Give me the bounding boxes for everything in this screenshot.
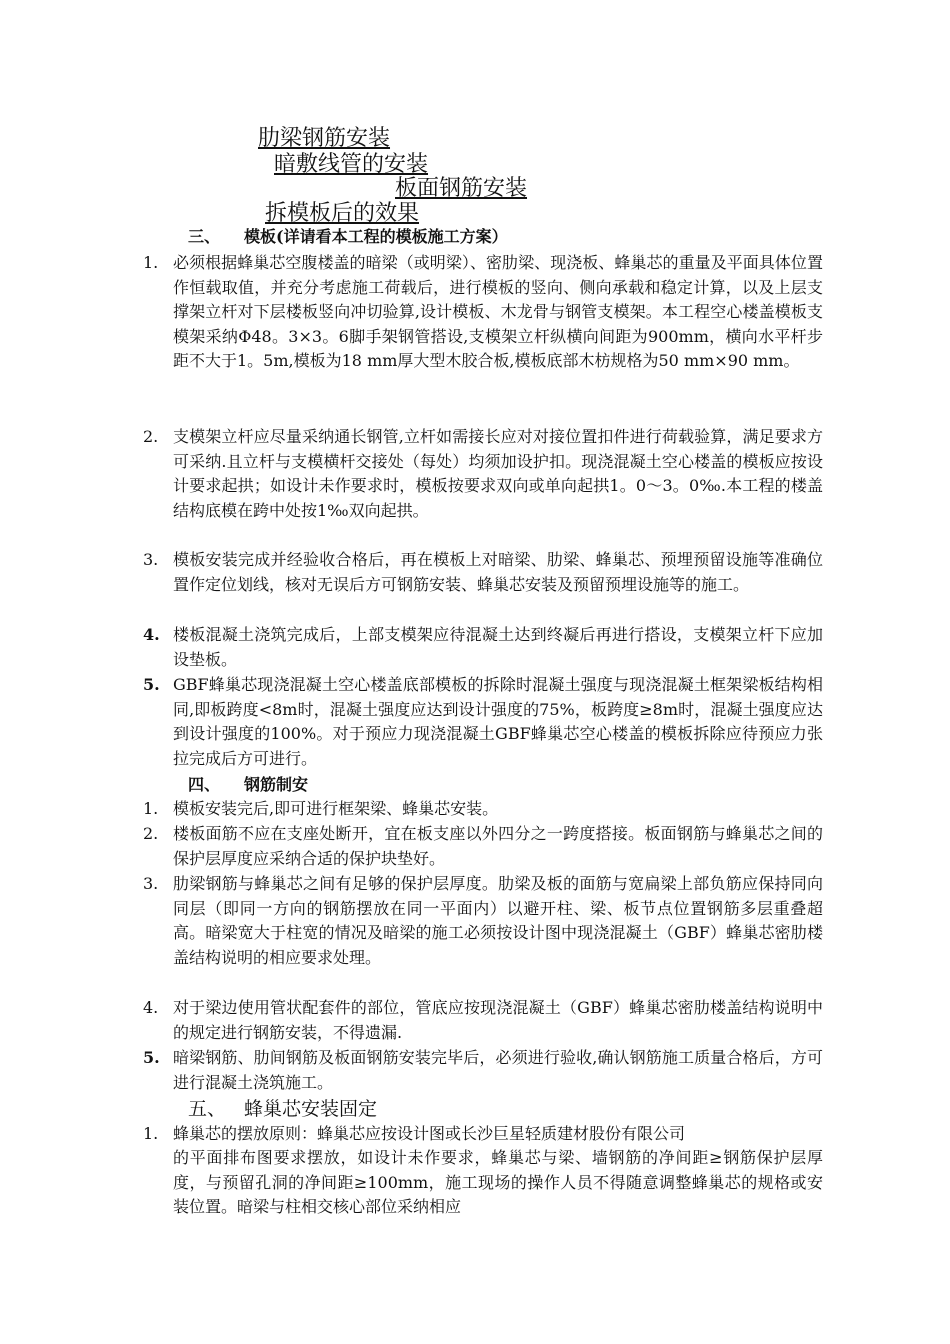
list-item-text: 模板安装完后,即可进行框架梁、蜂巢芯安装。 [173,799,499,818]
list-item-text: 支模架立杆应尽量采纳通长钢管,立杆如需接长应对对接位置扣件进行荷载验算，满足要求方可采纳.且立杆与支模横杆交接处（每处）均须加设护扣。现浇混凝土空心楼盖的模板应按设计要求起拱；如设计未作要求时，模板按要求双向或单向起拱1。0～3。0‰.本工程的楼盖结构底模在跨中处按1‰双向起拱。 [173,427,823,520]
section-3-heading [188,225,508,249]
list-item [143,673,823,771]
list-item-number: 5. [143,675,160,694]
caption-conduit: 暗敷线管的安装 [274,152,429,177]
list-item-text: 必须根据蜂巢芯空腹楼盖的暗梁（或明梁）、密肋梁、现浇板、蜂巢芯的重量及平面具体位置作恒载取值，并充分考虑施工荷载后，进行模板的竖向、侧向承载和稳定计算，以及上层支撑架立杆对下层楼板竖向冲切验算,设计模板、木龙骨与钢管支模架。本工程空心楼盖模板支模架采纳Φ48。3×3。6脚手架钢管搭设,支模架立杆纵横向间距为900mm，横向水平杆步距不大于1。5m,模板为18 mm厚大型木胶合板,模板底部木枋规格为50 mm×90 mm。 [173,253,823,371]
list-item-continuation [173,1146,823,1220]
list-item-text: 楼板混凝土浇筑完成后，上部支模架应待混凝土达到终凝后再进行搭设，支模架立杆下应加设垫板。 [173,625,823,669]
list-item [143,1122,823,1147]
list-item-text: 对于梁边使用管状配套件的部位，管底应按现浇混凝土（GBF）蜂巢芯密肋楼盖结构说明中的规定进行钢筋安装，不得遗漏. [173,998,823,1042]
list-item-number: 4. [143,998,159,1017]
list-item-number: 2. [143,427,159,446]
list-item-number: 1. [143,799,159,818]
list-item-number: 5. [143,1048,160,1067]
list-item-text: 楼板面筋不应在支座处断开，宜在板支座以外四分之一跨度搭接。板面钢筋与蜂巢芯之间的保护层厚度应采纳合适的保护块垫好。 [173,824,823,868]
list-item-text: 肋梁钢筋与蜂巢芯之间有足够的保护层厚度。肋梁及板的面筋与宽扁梁上部负筋应保持同向同层（即同一方向的钢筋摆放在同一平面内）以避开柱、梁、板节点位置钢筋多层重叠超高。暗梁宽大于柱宽的情况及暗梁的施工必须按设计图中现浇混凝土（GBF）蜂巢芯密肋楼盖结构说明的相应要求处理。 [173,874,823,967]
section-4-title: 钢筋制安 [244,775,309,794]
list-item [143,872,823,970]
section-3-title: 模板(详请看本工程的模板施工方案） [244,227,508,246]
section-5-heading [188,1097,377,1121]
section-4-heading [188,773,308,797]
section-4-number: 四、 [188,775,221,794]
list-item-text: 模板安装完成并经验收合格后，再在模板上对暗梁、肋梁、蜂巢芯、预埋预留设施等准确位置作定位划线，核对无误后方可钢筋安装、蜂巢芯安装及预留预埋设施等的施工。 [173,550,823,594]
list-item-text: 蜂巢芯的摆放原则：蜂巢芯应按设计图或长沙巨星轻质建材股份有限公司 [173,1124,686,1143]
list-item [143,425,823,523]
list-item-text: GBF蜂巢芯现浇混凝土空心楼盖底部模板的拆除时混凝土强度与现浇混凝土框架梁板结构相同,即板跨度<8m时，混凝土强度应达到设计强度的75%，板跨度≥8m时，混凝土强度应达到设计强度的100%。对于预应力现浇混凝土GBF蜂巢芯空心楼盖的模板拆除应待预应力张拉完成后方可进行。 [173,675,823,768]
caption-slab-rebar: 板面钢筋安装 [395,176,528,201]
list-item [143,996,823,1045]
list-item [143,548,823,597]
list-item [143,251,823,374]
list-item [143,822,823,871]
list-item-text: 暗梁钢筋、肋间钢筋及板面钢筋安装完毕后，必须进行验收,确认钢筋施工质量合格后，方可进行混凝土浇筑施工。 [173,1048,823,1092]
caption-formwork-removed: 拆模板后的效果 [265,201,420,226]
list-item [143,797,823,822]
list-item [143,623,823,672]
list-item-number: 4. [143,625,160,644]
list-item-number: 3. [143,550,159,569]
list-item-number: 2. [143,824,159,843]
section-5-title: 蜂巢芯安装固定 [244,1098,378,1120]
list-item-text: 的平面排布图要求摆放，如设计未作要求，蜂巢芯与梁、墙钢筋的净间距≥钢筋保护层厚度，与预留孔洞的净间距≥100mm，施工现场的操作人员不得随意调整蜂巢芯的规格或安装位置。暗梁与柱相交核心部位采纳相应 [173,1148,823,1217]
section-3-number: 三、 [188,227,221,246]
list-item-number: 1. [143,1124,159,1143]
list-item-number: 1. [143,253,159,272]
list-item-number: 3. [143,874,159,893]
caption-rib-rebar: 肋梁钢筋安装 [258,126,391,151]
section-5-number: 五、 [188,1098,227,1120]
list-item [143,1046,823,1095]
